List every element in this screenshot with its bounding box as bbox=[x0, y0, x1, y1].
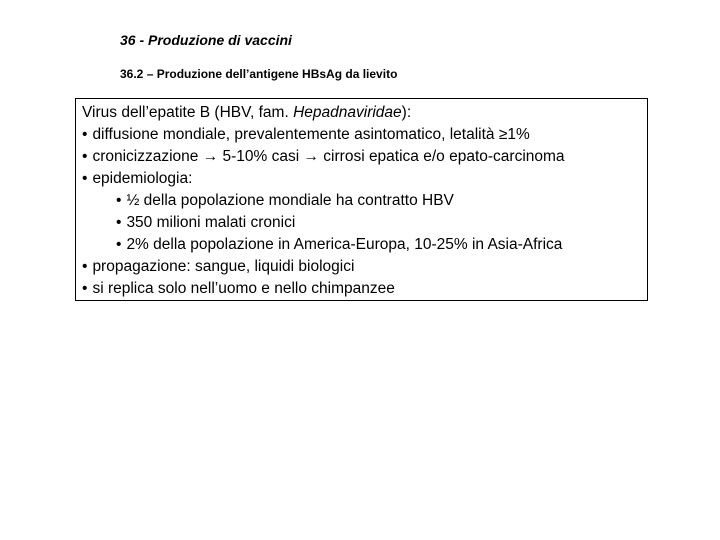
bullet: • bbox=[82, 280, 88, 297]
sub-list-item bbox=[82, 212, 647, 234]
sub-list-item-text: ½ della popolazione mondiale ha contratto HBV bbox=[126, 192, 454, 209]
content-box bbox=[75, 98, 648, 301]
bullet: • bbox=[82, 170, 88, 187]
sub-list-item bbox=[82, 234, 647, 256]
intro-prefix: Virus dell’epatite B (HBV, fam. bbox=[82, 104, 294, 121]
list-item-text: propagazione: sangue, liquidi biologici bbox=[92, 258, 355, 275]
bullet: • bbox=[116, 214, 122, 231]
list-item bbox=[82, 256, 647, 278]
bullet: • bbox=[82, 126, 88, 143]
list-item-text: cronicizzazione → 5-10% casi → cirrosi epatica e/o epato-carcinoma bbox=[92, 148, 565, 165]
intro-line bbox=[82, 102, 647, 124]
sub-list-item bbox=[82, 190, 647, 212]
list-item-text: epidemiologia: bbox=[92, 170, 193, 187]
chapter-title: 36 - Produzione di vaccini bbox=[120, 32, 292, 48]
list-item bbox=[82, 146, 647, 168]
list-item bbox=[82, 168, 647, 190]
list-item bbox=[82, 124, 647, 146]
intro-suffix: ): bbox=[401, 104, 412, 121]
bullet: • bbox=[82, 258, 88, 275]
virus-family: Hepadnaviridae bbox=[293, 104, 402, 121]
bullet: • bbox=[116, 236, 122, 253]
list-item-text: diffusione mondiale, prevalentemente asintomatico, letalità ≥1% bbox=[92, 126, 530, 143]
bullet: • bbox=[82, 148, 88, 165]
sub-list-item-text: 350 milioni malati cronici bbox=[126, 214, 296, 231]
list-item-text: si replica solo nell’uomo e nello chimpanzee bbox=[92, 280, 395, 297]
list-item bbox=[82, 278, 647, 300]
bullet: • bbox=[116, 192, 122, 209]
sub-list-item-text: 2% della popolazione in America-Europa, 10-25% in Asia-Africa bbox=[126, 236, 563, 253]
section-title: 36.2 – Produzione dell’antigene HBsAg da lievito bbox=[120, 67, 398, 81]
